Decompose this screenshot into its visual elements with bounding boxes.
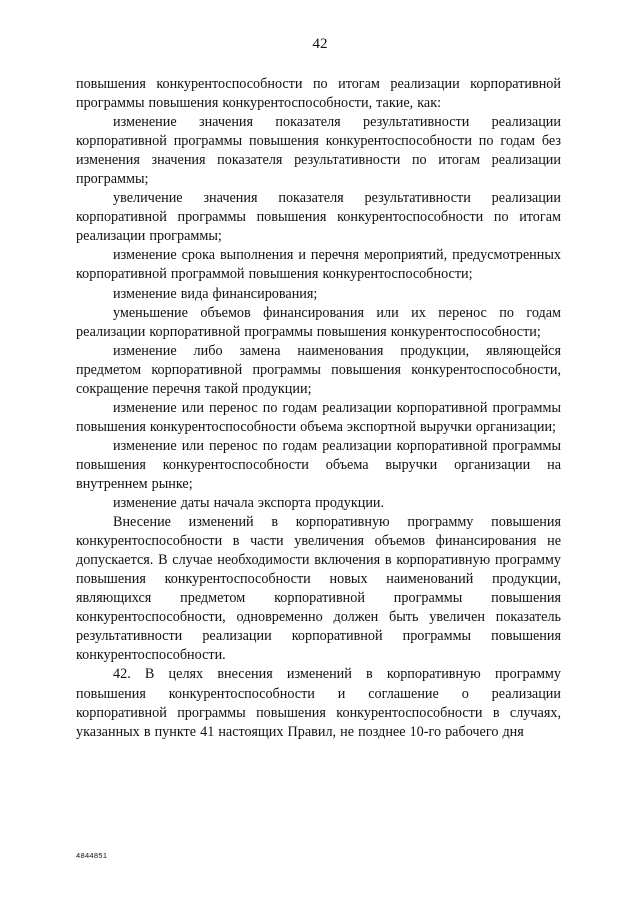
list-item-financing-decrease: уменьшение объемов финансирования или их перенос по годам реализации корпоративной программы повышения конкурентоспособности; [76, 304, 561, 340]
list-item-export-date: изменение даты начала экспорта продукции. [113, 495, 385, 512]
list-item-deadline-change: изменение срока выполнения и перечня мероприятий, предусмотренных корпоративной программой повышения конкурентоспособности; [76, 247, 561, 283]
paragraph-continuation: повышения конкурентоспособности по итогам реализации корпоративной программы повышения конкурентоспособности, такие, как: [76, 76, 561, 112]
list-item-domestic-revenue: изменение или перенос по годам реализации корпоративной программы повышения конкурентоспособности объема выручки организации на внутреннем рынке; [76, 437, 561, 492]
page-number: 42 [312, 36, 328, 52]
list-item-export-revenue: изменение или перенос по годам реализации корпоративной программы повышения конкурентоспособности объема экспортной выручки организации; [76, 399, 561, 435]
list-item-product-change: изменение либо замена наименования продукции, являющейся предметом корпоративной программы повышения конкурентоспособности, сокращение перечня такой продукции; [76, 342, 561, 397]
paragraph-restrictions: Внесение изменений в корпоративную программу повышения конкурентоспособности в части увеличения объемов финансирования не допускается. В случае необходимости включения в корпоративную программу повышения конкурентоспособности новых наименований продукции, являющихся предметом корпоративной программы повышения конкурентоспособности, одновременно должен быть увеличен показатель результативности реализации корпоративной программы повышения конкурентоспособности. [76, 514, 561, 664]
document-code: 4844851 [76, 851, 108, 860]
list-item-indicator-increase: увеличение значения показателя результативности реализации корпоративной программы повышения конкурентоспособности по итогам реализации программы; [76, 190, 561, 245]
list-item-indicator-change: изменение значения показателя результативности реализации корпоративной программы повышения конкурентоспособности по годам без изменения значения показателя результативности по итогам реализации программы; [76, 114, 561, 188]
paragraph-clause-42: 42. В целях внесения изменений в корпоративную программу повышения конкурентоспособности и соглашение о реализации корпоративной программы повышения конкурентоспособности в случаях, указанных в пункте 41 настоящих Правил, не позднее 10-го рабочего дня [76, 666, 561, 740]
body-text [76, 75, 561, 742]
list-item-financing-type: изменение вида финансирования; [113, 285, 318, 302]
